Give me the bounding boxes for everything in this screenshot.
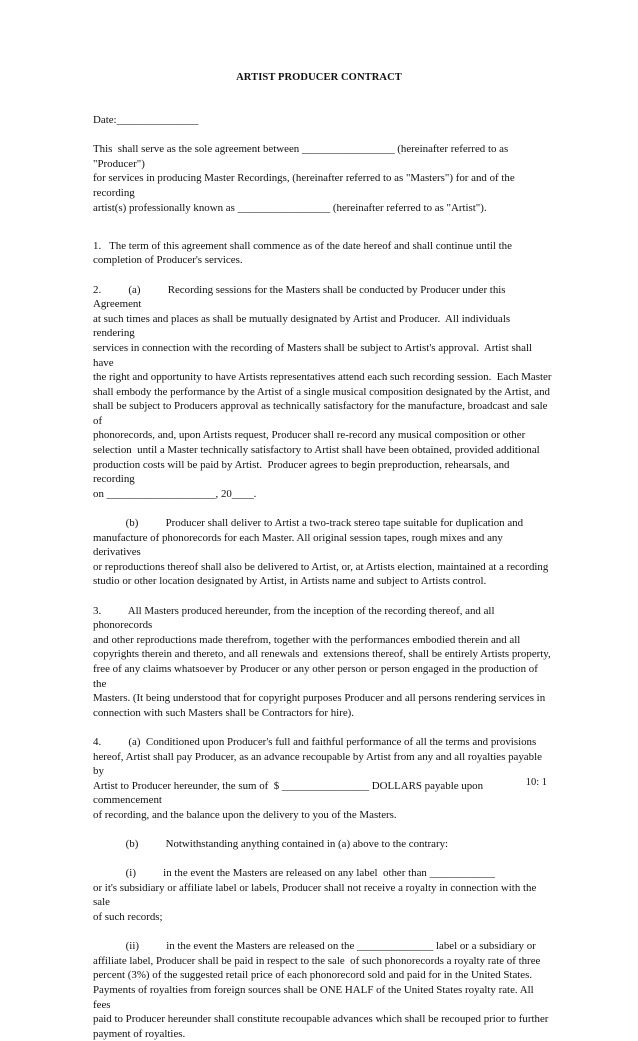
clause-2b: (b) Producer shall deliver to Artist a two-track stereo tape suitable for duplication and manufacture of phonorecords for each Master. All original session tapes, rough mixes and any derivatives or reproductions thereof shall also be delivered to Artist, or, at Artists election, maintained at a recording studio or other location designated by Artist, in Artists name and subject to Artists control. xyxy=(93,517,549,588)
intro-paragraph: This shall serve as the sole agreement between _________________ (hereinafter referred to as "Producer") for services in producing Master Recordings, (hereinafter referred to as "Masters") for and of the recording artist(s) professionally known as _________________ (hereinafter referred to as "Artist"). xyxy=(93,143,515,214)
page-title: ARTIST PRODUCER CONTRACT xyxy=(236,72,402,83)
document-body xyxy=(93,113,553,1041)
clause-2a: 2. (a) Recording sessions for the Masters shall be conducted by Producer under this Agreement at such times and places as shall be mutually designated by Artist and Producer. All individuals rendering services in connection with the recording of Masters shall be subject to Artist's approval. Artist shall have the right and opportunity to have Artists representatives attend each such recording session. Each Master shall embody the performance by the Artist of a single musical composition designated by the Artist, and shall be subject to Producers approval as technically satisfactory for the manufacture, broadcast and sale of phonorecords, and, upon Artists request, Producer shall re-record any musical composition or other selection until a Master technically satisfactory to Artist shall have been obtained, provided additional production costs will be paid by Artist. Producer agrees to begin preproduction, rehearsals, and recording on ____________________, 20____. xyxy=(93,283,552,500)
date-line: Date:_______________ xyxy=(93,114,199,126)
clause-4a: 4. (a) Conditioned upon Producer's full and faithful performance of all the terms and provisions hereof, Artist shall pay Producer, as an advance recoupable by Artist from any and all royalties payable by Artist to Producer hereunder, the sum of $ ________________ DOLLARS payable upon commencement of recording, and the balance upon the delivery to you of the Masters. xyxy=(93,735,542,821)
clause-1: 1. The term of this agreement shall commence as of the date hereof and shall continue until the completion of Producer's services. xyxy=(93,239,512,267)
clause-4b: (b) Notwithstanding anything contained in (a) above to the contrary: xyxy=(93,838,449,851)
clause-4b-ii: (ii) in the event the Masters are released on the ______________ label or a subsidiary or affiliate label, Producer shall be paid in respect to the sale of such phonorecords a royalty rate of three percent (3%) of the suggested retail price of each phonorecord sold and paid for in the United States. Payments of royalties from foreign sources shall be ONE HALF of the United States royalty rate. All fees paid to Producer hereunder shall constitute recoupable advances which shall be recouped prior to further payment of royalties. xyxy=(93,940,549,1040)
clause-4b-i: (i) in the event the Masters are released on any label other than ____________ or it's subsidiary or affiliate label or labels, Producer shall not receive a royalty in connection with the sale of such records; xyxy=(93,867,537,924)
clause-3: 3. All Masters produced hereunder, from the inception of the recording thereof, and all phonorecords and other reproductions made therefrom, together with the performances embodied therein and all copyrights therein and thereto, and all renewals and extensions thereof, shall be entirely Artists property, free of any claims whatsoever by Producer or any other person or person engaged in the production of the Masters. (It being understood that for copyright purposes Producer and all persons rendering services in connection with such Masters shall be Contractors for hire). xyxy=(93,604,551,719)
page-number: 10: 1 xyxy=(525,777,547,788)
